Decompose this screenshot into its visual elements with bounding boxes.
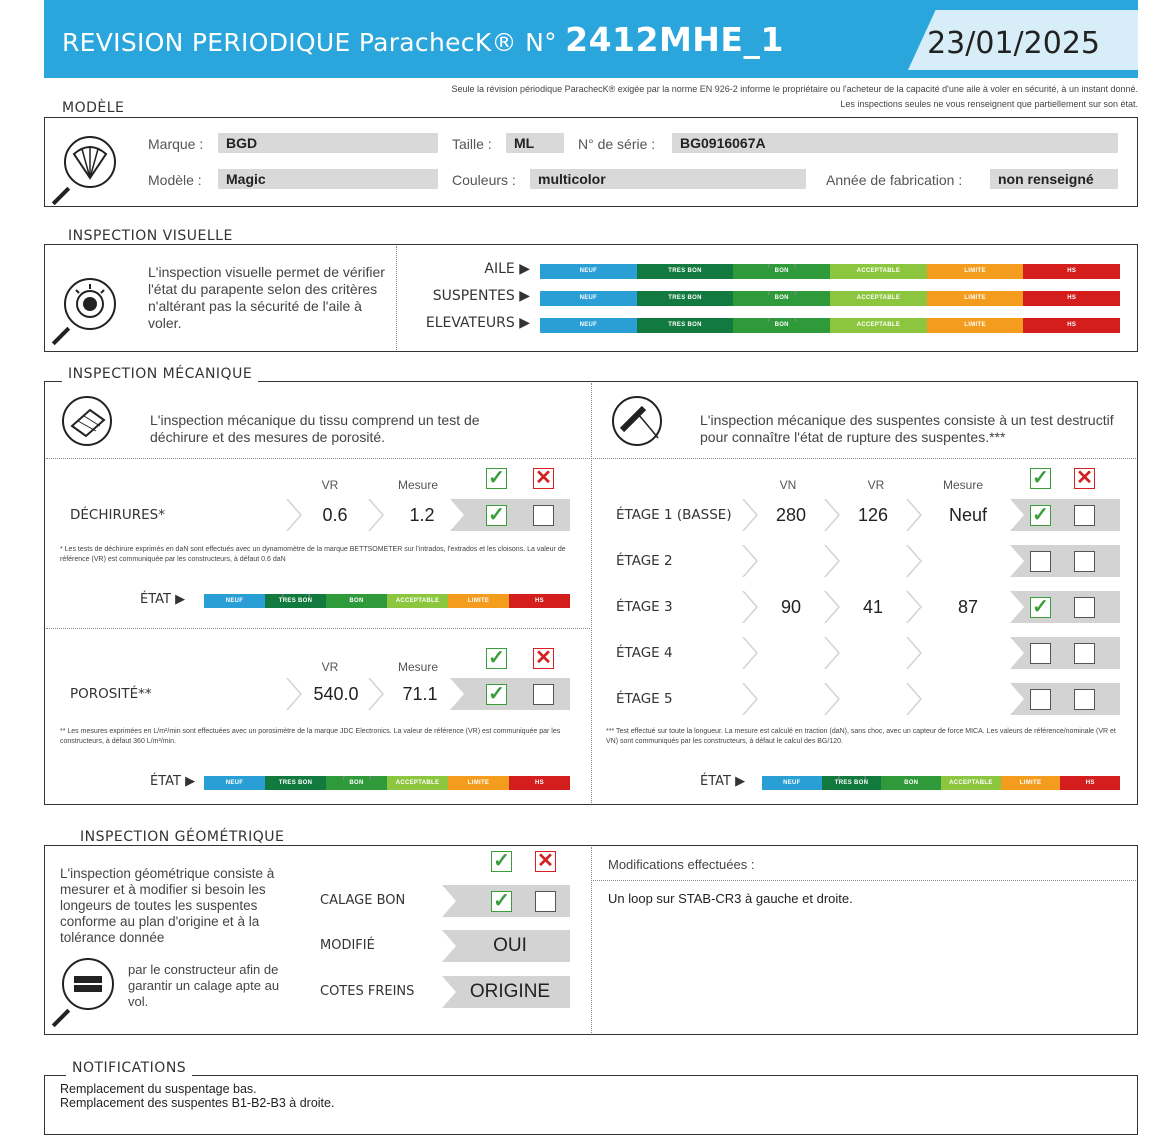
calage-label: CALAGE BON <box>320 893 406 908</box>
etage-name: ÉTAGE 4 <box>616 645 673 661</box>
etage-vr: 41 <box>862 597 884 617</box>
visuelle-1-selected-marker <box>768 291 796 295</box>
modifs-title: Modifications effectuées : <box>608 857 755 872</box>
modele-section-title: MODÈLE <box>56 100 130 116</box>
visuelle-0-level-bon: BON <box>733 264 830 279</box>
notification-line-1: Remplacement du suspentage bas. <box>60 1082 257 1096</box>
marque-label: Marque : <box>148 136 204 152</box>
ko-header-icon: ✕ <box>533 648 554 669</box>
visuelle-section-title: INSPECTION VISUELLE <box>62 228 239 244</box>
calage-ok-checkbox[interactable]: ✓ <box>491 891 512 912</box>
etage-name: ÉTAGE 1 (BASSE) <box>616 507 732 523</box>
porosite-level-limite: LIMITE <box>448 776 509 790</box>
col-vr-etages: VR <box>867 478 885 492</box>
etat-porosite-label: ÉTAT ▶ <box>150 774 196 789</box>
eye-icon <box>64 278 116 330</box>
ok-header-icon: ✓ <box>486 648 507 669</box>
marque-value: BGD <box>218 133 438 153</box>
line-icon <box>612 396 662 446</box>
porosite-level-tres-bon: TRES BON <box>265 776 326 790</box>
porosite-note: ** Les mesures exprimées en L/m²/min sont effectuées avec un porosimètre de la marque JDC Electronics. La valeur de référence (VR) est communiquée par les constructeurs, à défaut 360 L/m²/min. <box>60 728 561 745</box>
etage-ko-checkbox[interactable] <box>1074 505 1095 526</box>
visuelle-row-label: AILE ▶ <box>484 261 530 277</box>
dechirures-selected-marker <box>282 594 310 598</box>
etat-dechirures-label: ÉTAT ▶ <box>140 592 186 607</box>
col-mesure-dechirures: Mesure <box>397 478 438 492</box>
etage-mesure: 87 <box>957 597 979 617</box>
porosite-vr: 540.0 <box>313 684 359 704</box>
suspentes-description: L'inspection mécanique des suspentes consiste à un test destructif pour connaître l'état de rupture des suspentes.*** <box>700 412 1114 445</box>
serie-label: N° de série : <box>578 136 656 152</box>
etage-vn: 90 <box>780 597 802 617</box>
etage-name: ÉTAGE 5 <box>616 691 673 707</box>
modele-label: Modèle : <box>148 172 202 188</box>
dechirures-level-neuf: NEUF <box>204 594 265 608</box>
col-vr-dechirures: VR <box>321 478 339 492</box>
etat-suspentes-scale <box>762 776 1120 790</box>
porosite-level-bon: BON <box>326 776 387 790</box>
page-title <box>62 20 784 59</box>
revision-date: 23/01/2025 <box>927 26 1100 61</box>
ko-header-icon: ✕ <box>1074 468 1095 489</box>
visuelle-1-level-neuf: NEUF <box>540 291 637 306</box>
visuelle-row-label: ELEVATEURS ▶ <box>425 315 530 331</box>
etage-mesure: Neuf <box>948 505 988 525</box>
modifie-value: OUI <box>493 935 527 956</box>
subtitle <box>188 82 1138 112</box>
dechirures-mesure: 1.2 <box>409 505 435 525</box>
subtitle-line-1: Seule la révision périodique ParachecK® exigée par la norme EN 926-2 informe le propriétaire ou l'acheteur de la capacité d'une aile à voler en sécurité, à un instant donné. <box>451 84 1138 94</box>
col-vr-porosite: VR <box>321 660 339 674</box>
visuelle-2-level-tres-bon: TRES BON <box>637 318 734 333</box>
annee-value: non renseigné <box>990 169 1118 189</box>
etage-ok-checkbox[interactable]: ✓ <box>1030 597 1051 618</box>
cotes-freins-row <box>310 976 570 1008</box>
revision-number: 2412MHE_1 <box>565 20 784 59</box>
notifications-text <box>60 1082 334 1110</box>
fabric-icon <box>62 396 112 446</box>
visuelle-scale <box>540 318 1120 333</box>
dechirures-level-tres-bon: TRES BON <box>265 594 326 608</box>
modifs-divider <box>593 880 1136 881</box>
etat-suspentes-label: ÉTAT ▶ <box>700 774 746 789</box>
calage-ko-checkbox[interactable] <box>535 891 556 912</box>
dechirures-level-limite: LIMITE <box>448 594 509 608</box>
etage-ko-checkbox[interactable] <box>1074 551 1095 572</box>
annee-label: Année de fabrication : <box>826 172 963 188</box>
porosite-mesure: 71.1 <box>402 684 438 704</box>
visuelle-row-label: SUSPENTES ▶ <box>432 288 530 304</box>
porosite-selected-marker <box>343 776 371 780</box>
dechirures-level-hs: HS <box>509 594 570 608</box>
mecanique-divider <box>591 383 592 803</box>
visuelle-1-level-hs: HS <box>1023 291 1120 306</box>
porosite-level-hs: HS <box>509 776 570 790</box>
etage-ok-checkbox[interactable] <box>1030 689 1051 710</box>
dechirures-vr: 0.6 <box>322 505 348 525</box>
dechirures-note: * Les tests de déchirure exprimés en daN sont effectués avec un dynamomètre de la marque BETTSOMETER sur l'intrados, l'extrados et les cloisons. La valeur de référence (VR) est communiquée par les constructeurs, à défaut 0.6 daN <box>60 546 566 563</box>
visuelle-0-selected-marker <box>768 264 796 268</box>
visuelle-0-level-neuf: NEUF <box>540 264 637 279</box>
ko-header-icon: ✕ <box>535 851 556 872</box>
mecanique-section-title: INSPECTION MÉCANIQUE <box>62 366 258 382</box>
visuelle-2-level-acceptable: ACCEPTABLE <box>830 318 927 333</box>
visuelle-2-level-limite: LIMITE <box>927 318 1024 333</box>
visuelle-divider <box>396 246 397 350</box>
mecanique-header-divider <box>46 458 1136 459</box>
col-vn-etages: VN <box>779 478 797 492</box>
suspentes-level-neuf: NEUF <box>762 776 822 790</box>
visuelle-scale <box>540 264 1120 279</box>
geometrique-description: L'inspection géométrique consiste à mesurer et à modifier si besoin les longeurs de toutes les suspentes conforme au plan d'origine et à la tolérance donnée <box>60 866 275 945</box>
etage-vr: 126 <box>857 505 889 525</box>
title-prefix: REVISION PERIODIQUE ParachecK® N° <box>62 28 557 57</box>
ok-header-icon: ✓ <box>1030 468 1051 489</box>
taille-label: Taille : <box>452 136 492 152</box>
visuelle-1-level-tres-bon: TRES BON <box>637 291 734 306</box>
visuelle-0-level-hs: HS <box>1023 264 1120 279</box>
etage-name: ÉTAGE 3 <box>616 599 673 615</box>
visuelle-0-level-tres-bon: TRES BON <box>637 264 734 279</box>
ko-header-icon: ✕ <box>533 468 554 489</box>
header-banner <box>44 0 1138 78</box>
etage-ok-checkbox[interactable] <box>1030 643 1051 664</box>
modele-value: Magic <box>218 169 438 189</box>
cotes-freins-value: ORIGINE <box>469 981 551 1002</box>
visuelle-2-level-hs: HS <box>1023 318 1120 333</box>
couleurs-value: multicolor <box>530 169 806 189</box>
tissu-divider <box>46 628 590 629</box>
visuelle-scale <box>540 291 1120 306</box>
etage-ok-checkbox[interactable]: ✓ <box>1030 505 1051 526</box>
dechirures-ok-checkbox[interactable]: ✓ <box>486 505 507 526</box>
modifs-text: Un loop sur STAB-CR3 à gauche et droite. <box>608 891 853 906</box>
dechirures-level-acceptable: ACCEPTABLE <box>387 594 448 608</box>
etage-ko-checkbox[interactable] <box>1074 597 1095 618</box>
suspentes-level-acceptable: ACCEPTABLE <box>941 776 1001 790</box>
etage-ko-checkbox[interactable] <box>1074 689 1095 710</box>
paraglider-icon <box>64 136 116 188</box>
notifications-section-title: NOTIFICATIONS <box>66 1060 192 1076</box>
measure-icon <box>62 958 114 1010</box>
etage-ko-checkbox[interactable] <box>1074 643 1095 664</box>
cotes-freins-label: COTES FREINS <box>320 984 415 999</box>
serie-value: BG0916067A <box>672 133 1118 153</box>
porosite-name: POROSITÉ** <box>70 686 152 702</box>
dechirures-name: DÉCHIRURES* <box>70 507 165 523</box>
modifie-row <box>310 930 570 962</box>
modele-frame <box>44 117 1138 207</box>
visuelle-0-level-limite: LIMITE <box>927 264 1024 279</box>
suspentes-level-tres-bon: TRES BON <box>822 776 882 790</box>
geometrique-section-title: INSPECTION GÉOMÉTRIQUE <box>74 829 290 845</box>
porosite-ok-checkbox[interactable]: ✓ <box>486 684 507 705</box>
suspentes-selected-marker <box>838 776 866 780</box>
visuelle-2-level-neuf: NEUF <box>540 318 637 333</box>
geometrique-description-end: par le constructeur afin de garantir un calage apte au vol. <box>128 962 280 1009</box>
ok-header-icon: ✓ <box>491 851 512 872</box>
notification-line-2: Remplacement des suspentes B1-B2-B3 à droite. <box>60 1096 335 1110</box>
porosite-level-neuf: NEUF <box>204 776 265 790</box>
etat-porosite-scale <box>204 776 570 790</box>
couleurs-label: Couleurs : <box>452 172 516 188</box>
dechirures-level-bon: BON <box>326 594 387 608</box>
visuelle-2-level-bon: BON <box>733 318 830 333</box>
etage-ok-checkbox[interactable] <box>1030 551 1051 572</box>
geometrique-divider <box>591 847 592 1033</box>
ok-header-icon: ✓ <box>486 468 507 489</box>
visuelle-0-level-acceptable: ACCEPTABLE <box>830 264 927 279</box>
etage-name: ÉTAGE 2 <box>616 553 673 569</box>
taille-value: ML <box>506 133 564 153</box>
etage-vn: 280 <box>775 505 807 525</box>
modifie-label: MODIFIÉ <box>320 938 375 953</box>
visuelle-1-level-bon: BON <box>733 291 830 306</box>
visuelle-2-selected-marker <box>768 318 796 322</box>
subtitle-line-2: Les inspections seules ne vous renseignent que partiellement sur son état. <box>840 99 1138 109</box>
visuelle-description: L'inspection visuelle permet de vérifier l'état du parapente selon des critères n'altérant pas la sécurité de l'aile à voler. <box>148 264 385 331</box>
dechirures-ko-checkbox[interactable] <box>533 505 554 526</box>
porosite-level-acceptable: ACCEPTABLE <box>387 776 448 790</box>
etat-dechirures-scale <box>204 594 570 608</box>
porosite-ko-checkbox[interactable] <box>533 684 554 705</box>
suspentes-note: *** Test effectué sur toute la longueur. La mesure est calculé en traction (daN), sans choc, avec un capteur de force MICA. Les valeurs de référence/nominale (VR et VN) sont communiqués par les constructeurs, à défaut le calcul des BG/120. <box>606 728 1116 745</box>
visuelle-1-level-acceptable: ACCEPTABLE <box>830 291 927 306</box>
suspentes-level-limite: LIMITE <box>1001 776 1061 790</box>
tissu-description: L'inspection mécanique du tissu comprend un test de déchirure et des mesures de porosité. <box>150 412 480 445</box>
col-mesure-porosite: Mesure <box>397 660 438 674</box>
calage-row <box>310 885 570 917</box>
suspentes-level-bon: BON <box>881 776 941 790</box>
visuelle-1-level-limite: LIMITE <box>927 291 1024 306</box>
col-mesure-etages: Mesure <box>942 478 983 492</box>
suspentes-level-hs: HS <box>1060 776 1120 790</box>
